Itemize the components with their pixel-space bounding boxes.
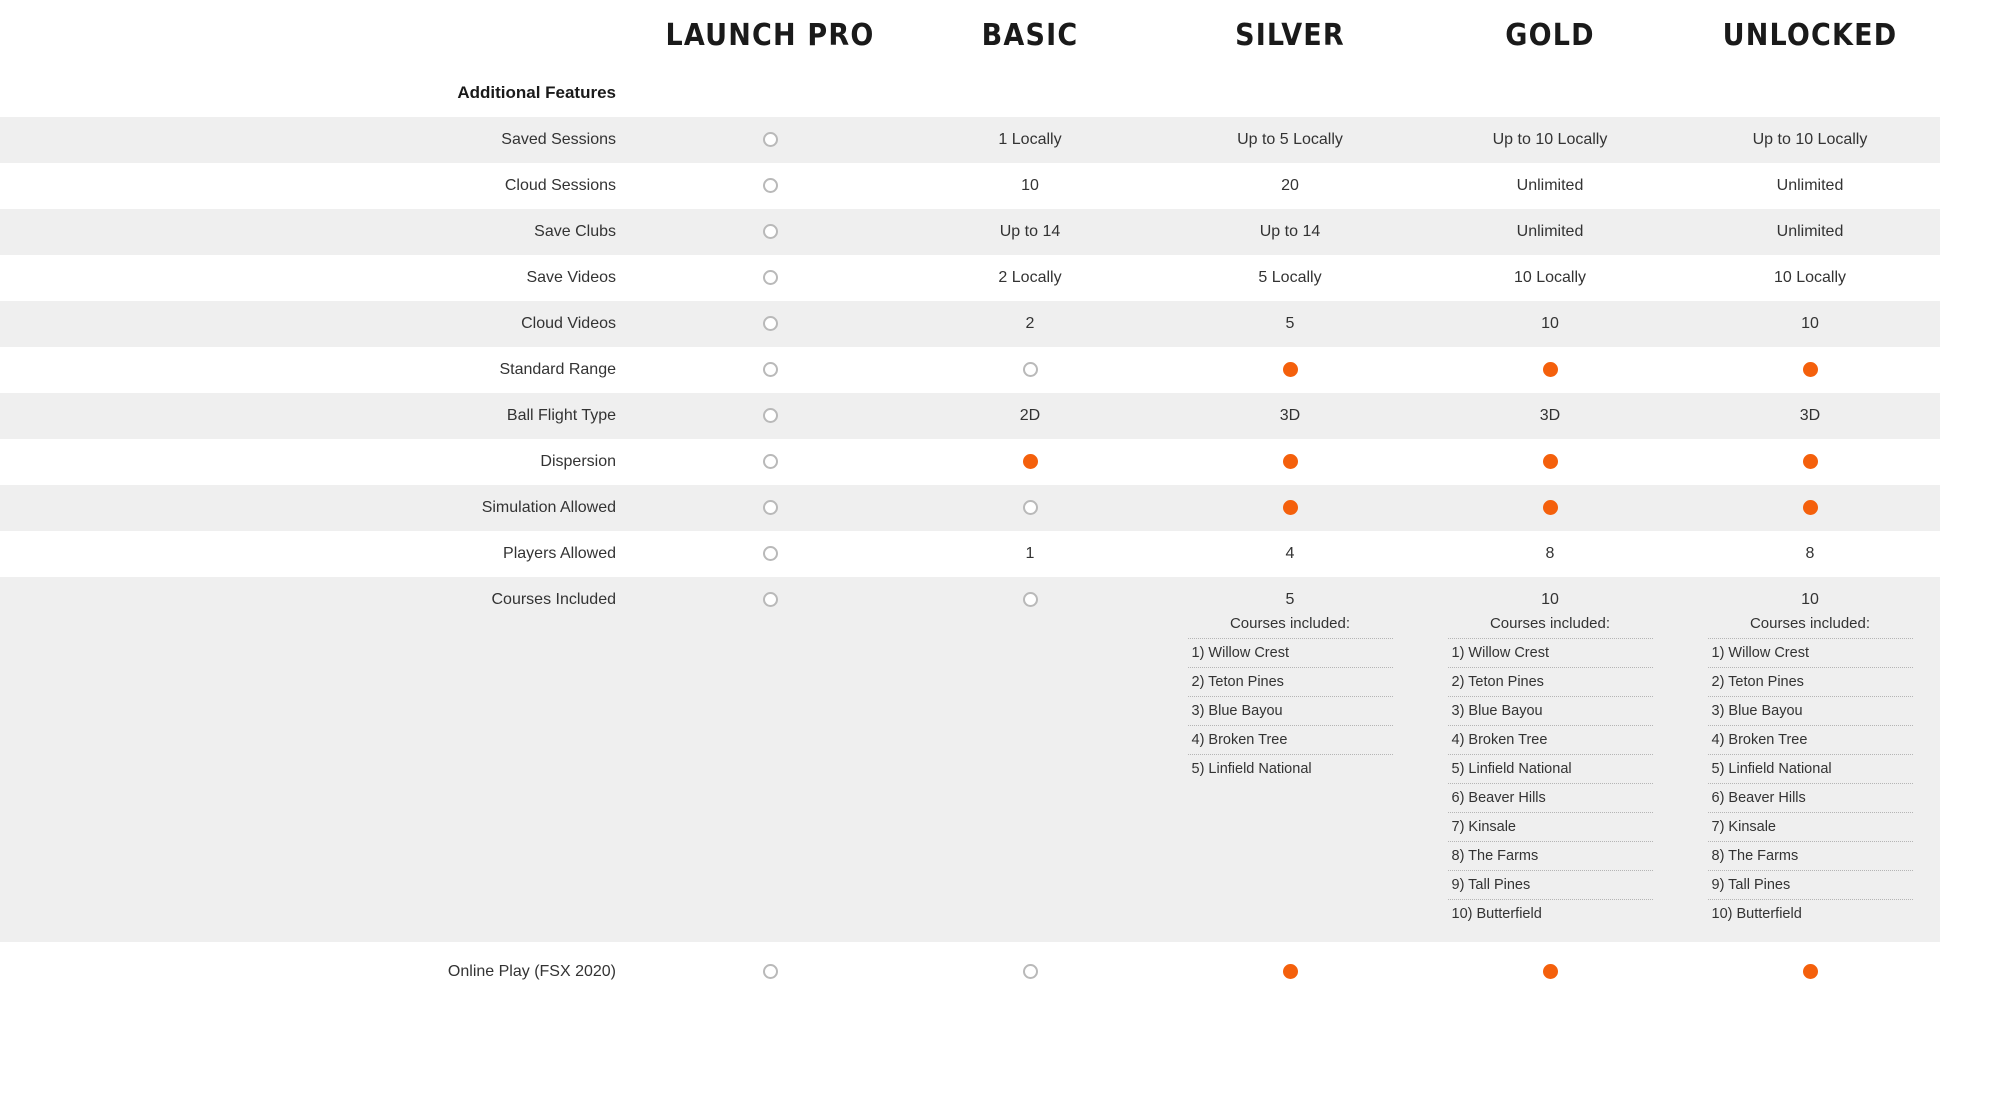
- empty-circle-icon: [1023, 592, 1038, 607]
- empty-circle-icon: [763, 132, 778, 147]
- cell-standard-range-silver: [1160, 347, 1420, 393]
- cell-standard-range-basic: [900, 347, 1160, 393]
- empty-circle-icon: [763, 454, 778, 469]
- filled-circle-icon: [1803, 964, 1818, 979]
- cell-players-allowed-silver: 4: [1160, 531, 1420, 577]
- filled-circle-icon: [1543, 362, 1558, 377]
- empty-circle-icon: [763, 178, 778, 193]
- courses-count: 10: [1801, 591, 1819, 608]
- course-list-item: 5) Linfield National: [1708, 754, 1913, 783]
- cell-dispersion-basic: [900, 439, 1160, 485]
- courses-count: 10: [1541, 591, 1559, 608]
- cell-save-clubs-gold: Unlimited: [1420, 209, 1680, 255]
- cell-online-play-gold: [1420, 943, 1680, 1002]
- cell-courses-silver: [1160, 577, 1420, 943]
- cell-cloud-sessions-launch-pro: [640, 163, 900, 209]
- cell-save-videos-silver: 5 Locally: [1160, 255, 1420, 301]
- plan-header-row: [0, 0, 1940, 75]
- cell-online-play-silver: [1160, 943, 1420, 1002]
- cell-simulation-allowed-unlocked: [1680, 485, 1940, 531]
- section-title-row: [0, 75, 1940, 117]
- feature-label-online-play: Online Play (FSX 2020): [0, 943, 640, 1002]
- empty-circle-icon: [1023, 500, 1038, 515]
- table-row: [0, 485, 1940, 531]
- course-list-item: 2) Teton Pines: [1188, 667, 1393, 696]
- cell-players-allowed-basic: 1: [900, 531, 1160, 577]
- course-list-item: 7) Kinsale: [1708, 812, 1913, 841]
- course-list-item: 3) Blue Bayou: [1448, 696, 1653, 725]
- course-list: [1708, 638, 1913, 928]
- course-list-item: 7) Kinsale: [1448, 812, 1653, 841]
- section-title-spacer-5: [1680, 75, 1940, 117]
- cell-standard-range-unlocked: [1680, 347, 1940, 393]
- course-list-item: 4) Broken Tree: [1448, 725, 1653, 754]
- empty-circle-icon: [763, 546, 778, 561]
- cell-courses-launch-pro: [640, 577, 900, 943]
- plan-header-basic: BASIC: [981, 18, 1079, 53]
- cell-saved-sessions-launch-pro: [640, 117, 900, 163]
- empty-circle-icon: [1023, 964, 1038, 979]
- course-list-item: 10) Butterfield: [1448, 899, 1653, 928]
- cell-standard-range-launch-pro: [640, 347, 900, 393]
- cell-online-play-basic: [900, 943, 1160, 1002]
- feature-label-dispersion: Dispersion: [0, 439, 640, 485]
- section-title-spacer-2: [900, 75, 1160, 117]
- filled-circle-icon: [1283, 500, 1298, 515]
- feature-label-ball-flight-type: Ball Flight Type: [0, 393, 640, 439]
- table-body: [0, 117, 1940, 1001]
- feature-label-standard-range: Standard Range: [0, 347, 640, 393]
- cell-ball-flight-type-silver: 3D: [1160, 393, 1420, 439]
- course-list-item: 10) Butterfield: [1708, 899, 1913, 928]
- filled-circle-icon: [1283, 362, 1298, 377]
- cell-cloud-sessions-basic: 10: [900, 163, 1160, 209]
- cell-courses-basic: [900, 577, 1160, 943]
- empty-circle-icon: [763, 592, 778, 607]
- course-list-item: 5) Linfield National: [1188, 754, 1393, 783]
- cell-players-allowed-launch-pro: [640, 531, 900, 577]
- cell-simulation-allowed-gold: [1420, 485, 1680, 531]
- cell-save-clubs-basic: Up to 14: [900, 209, 1160, 255]
- table-row-online-play: [0, 943, 1940, 1002]
- table-row: [0, 255, 1940, 301]
- empty-circle-icon: [763, 224, 778, 239]
- section-title-spacer-4: [1420, 75, 1680, 117]
- filled-circle-icon: [1803, 454, 1818, 469]
- cell-cloud-videos-basic: 2: [900, 301, 1160, 347]
- feature-label-cloud-sessions: Cloud Sessions: [0, 163, 640, 209]
- cell-dispersion-launch-pro: [640, 439, 900, 485]
- empty-circle-icon: [763, 316, 778, 331]
- course-list-item: 2) Teton Pines: [1448, 667, 1653, 696]
- cell-online-play-launch-pro: [640, 943, 900, 1002]
- cell-saved-sessions-basic: 1 Locally: [900, 117, 1160, 163]
- empty-circle-icon: [763, 270, 778, 285]
- course-list-item: 8) The Farms: [1708, 841, 1913, 870]
- cell-save-videos-unlocked: 10 Locally: [1680, 255, 1940, 301]
- plan-header-gold: GOLD: [1505, 18, 1595, 53]
- feature-label-players-allowed: Players Allowed: [0, 531, 640, 577]
- table-header: [0, 0, 1940, 117]
- cell-cloud-videos-gold: 10: [1420, 301, 1680, 347]
- cell-players-allowed-gold: 8: [1420, 531, 1680, 577]
- table-row: [0, 117, 1940, 163]
- filled-circle-icon: [1543, 500, 1558, 515]
- filled-circle-icon: [1283, 454, 1298, 469]
- table-row: [0, 209, 1940, 255]
- cell-online-play-unlocked: [1680, 943, 1940, 1002]
- cell-cloud-videos-unlocked: 10: [1680, 301, 1940, 347]
- course-list: [1448, 638, 1653, 928]
- filled-circle-icon: [1023, 454, 1038, 469]
- feature-label-cloud-videos: Cloud Videos: [0, 301, 640, 347]
- cell-simulation-allowed-launch-pro: [640, 485, 900, 531]
- course-list-item: 6) Beaver Hills: [1448, 783, 1653, 812]
- table-row: [0, 393, 1940, 439]
- table-row: [0, 347, 1940, 393]
- header-blank-cell: [0, 0, 640, 75]
- course-list-item: 1) Willow Crest: [1188, 638, 1393, 667]
- plan-header-unlocked: UNLOCKED: [1722, 18, 1898, 53]
- courses-included-label: Courses included:: [1749, 615, 1871, 632]
- cell-ball-flight-type-unlocked: 3D: [1680, 393, 1940, 439]
- feature-label-simulation-allowed: Simulation Allowed: [0, 485, 640, 531]
- cell-saved-sessions-silver: Up to 5 Locally: [1160, 117, 1420, 163]
- cell-saved-sessions-gold: Up to 10 Locally: [1420, 117, 1680, 163]
- filled-circle-icon: [1803, 362, 1818, 377]
- cell-dispersion-unlocked: [1680, 439, 1940, 485]
- cell-cloud-sessions-unlocked: Unlimited: [1680, 163, 1940, 209]
- cell-save-clubs-unlocked: Unlimited: [1680, 209, 1940, 255]
- cell-courses-unlocked: [1680, 577, 1940, 943]
- table-row: [0, 531, 1940, 577]
- cell-standard-range-gold: [1420, 347, 1680, 393]
- cell-saved-sessions-unlocked: Up to 10 Locally: [1680, 117, 1940, 163]
- cell-simulation-allowed-basic: [900, 485, 1160, 531]
- empty-circle-icon: [763, 500, 778, 515]
- cell-cloud-videos-launch-pro: [640, 301, 900, 347]
- course-list-item: 2) Teton Pines: [1708, 667, 1913, 696]
- filled-circle-icon: [1803, 500, 1818, 515]
- course-list-item: 4) Broken Tree: [1708, 725, 1913, 754]
- filled-circle-icon: [1543, 964, 1558, 979]
- cell-ball-flight-type-gold: 3D: [1420, 393, 1680, 439]
- course-list: [1188, 638, 1393, 783]
- section-title-spacer-1: [640, 75, 900, 117]
- course-list-item: 1) Willow Crest: [1448, 638, 1653, 667]
- table-row: [0, 439, 1940, 485]
- course-list-item: 9) Tall Pines: [1708, 870, 1913, 899]
- course-list-item: 3) Blue Bayou: [1188, 696, 1393, 725]
- cell-cloud-sessions-gold: Unlimited: [1420, 163, 1680, 209]
- feature-label-save-clubs: Save Clubs: [0, 209, 640, 255]
- cell-save-videos-launch-pro: [640, 255, 900, 301]
- plan-header-launch-pro: LAUNCH PRO: [665, 18, 875, 53]
- course-list-item: 8) The Farms: [1448, 841, 1653, 870]
- empty-circle-icon: [763, 362, 778, 377]
- cell-cloud-videos-silver: 5: [1160, 301, 1420, 347]
- course-list-item: 6) Beaver Hills: [1708, 783, 1913, 812]
- cell-players-allowed-unlocked: 8: [1680, 531, 1940, 577]
- cell-save-videos-basic: 2 Locally: [900, 255, 1160, 301]
- cell-save-clubs-silver: Up to 14: [1160, 209, 1420, 255]
- courses-count: 5: [1285, 591, 1295, 608]
- cell-save-clubs-launch-pro: [640, 209, 900, 255]
- section-title-spacer-3: [1160, 75, 1420, 117]
- courses-included-label: Courses included:: [1229, 615, 1351, 632]
- course-list-item: 1) Willow Crest: [1708, 638, 1913, 667]
- cell-ball-flight-type-launch-pro: [640, 393, 900, 439]
- table-row-courses-included: [0, 577, 1940, 943]
- cell-cloud-sessions-silver: 20: [1160, 163, 1420, 209]
- course-list-item: 5) Linfield National: [1448, 754, 1653, 783]
- plan-header-silver: SILVER: [1235, 18, 1345, 53]
- cell-dispersion-gold: [1420, 439, 1680, 485]
- courses-included-label: Courses included:: [1489, 615, 1611, 632]
- filled-circle-icon: [1543, 454, 1558, 469]
- course-list-item: 9) Tall Pines: [1448, 870, 1653, 899]
- feature-label-courses-included: Courses Included: [0, 577, 640, 943]
- course-list-item: 4) Broken Tree: [1188, 725, 1393, 754]
- cell-ball-flight-type-basic: 2D: [900, 393, 1160, 439]
- empty-circle-icon: [763, 964, 778, 979]
- empty-circle-icon: [763, 408, 778, 423]
- feature-label-saved-sessions: Saved Sessions: [0, 117, 640, 163]
- table-row: [0, 301, 1940, 347]
- empty-circle-icon: [1023, 362, 1038, 377]
- course-list-item: 3) Blue Bayou: [1708, 696, 1913, 725]
- cell-save-videos-gold: 10 Locally: [1420, 255, 1680, 301]
- filled-circle-icon: [1283, 964, 1298, 979]
- section-title: Additional Features: [0, 75, 640, 117]
- cell-simulation-allowed-silver: [1160, 485, 1420, 531]
- table-row: [0, 163, 1940, 209]
- feature-label-save-videos: Save Videos: [0, 255, 640, 301]
- cell-courses-gold: [1420, 577, 1680, 943]
- cell-dispersion-silver: [1160, 439, 1420, 485]
